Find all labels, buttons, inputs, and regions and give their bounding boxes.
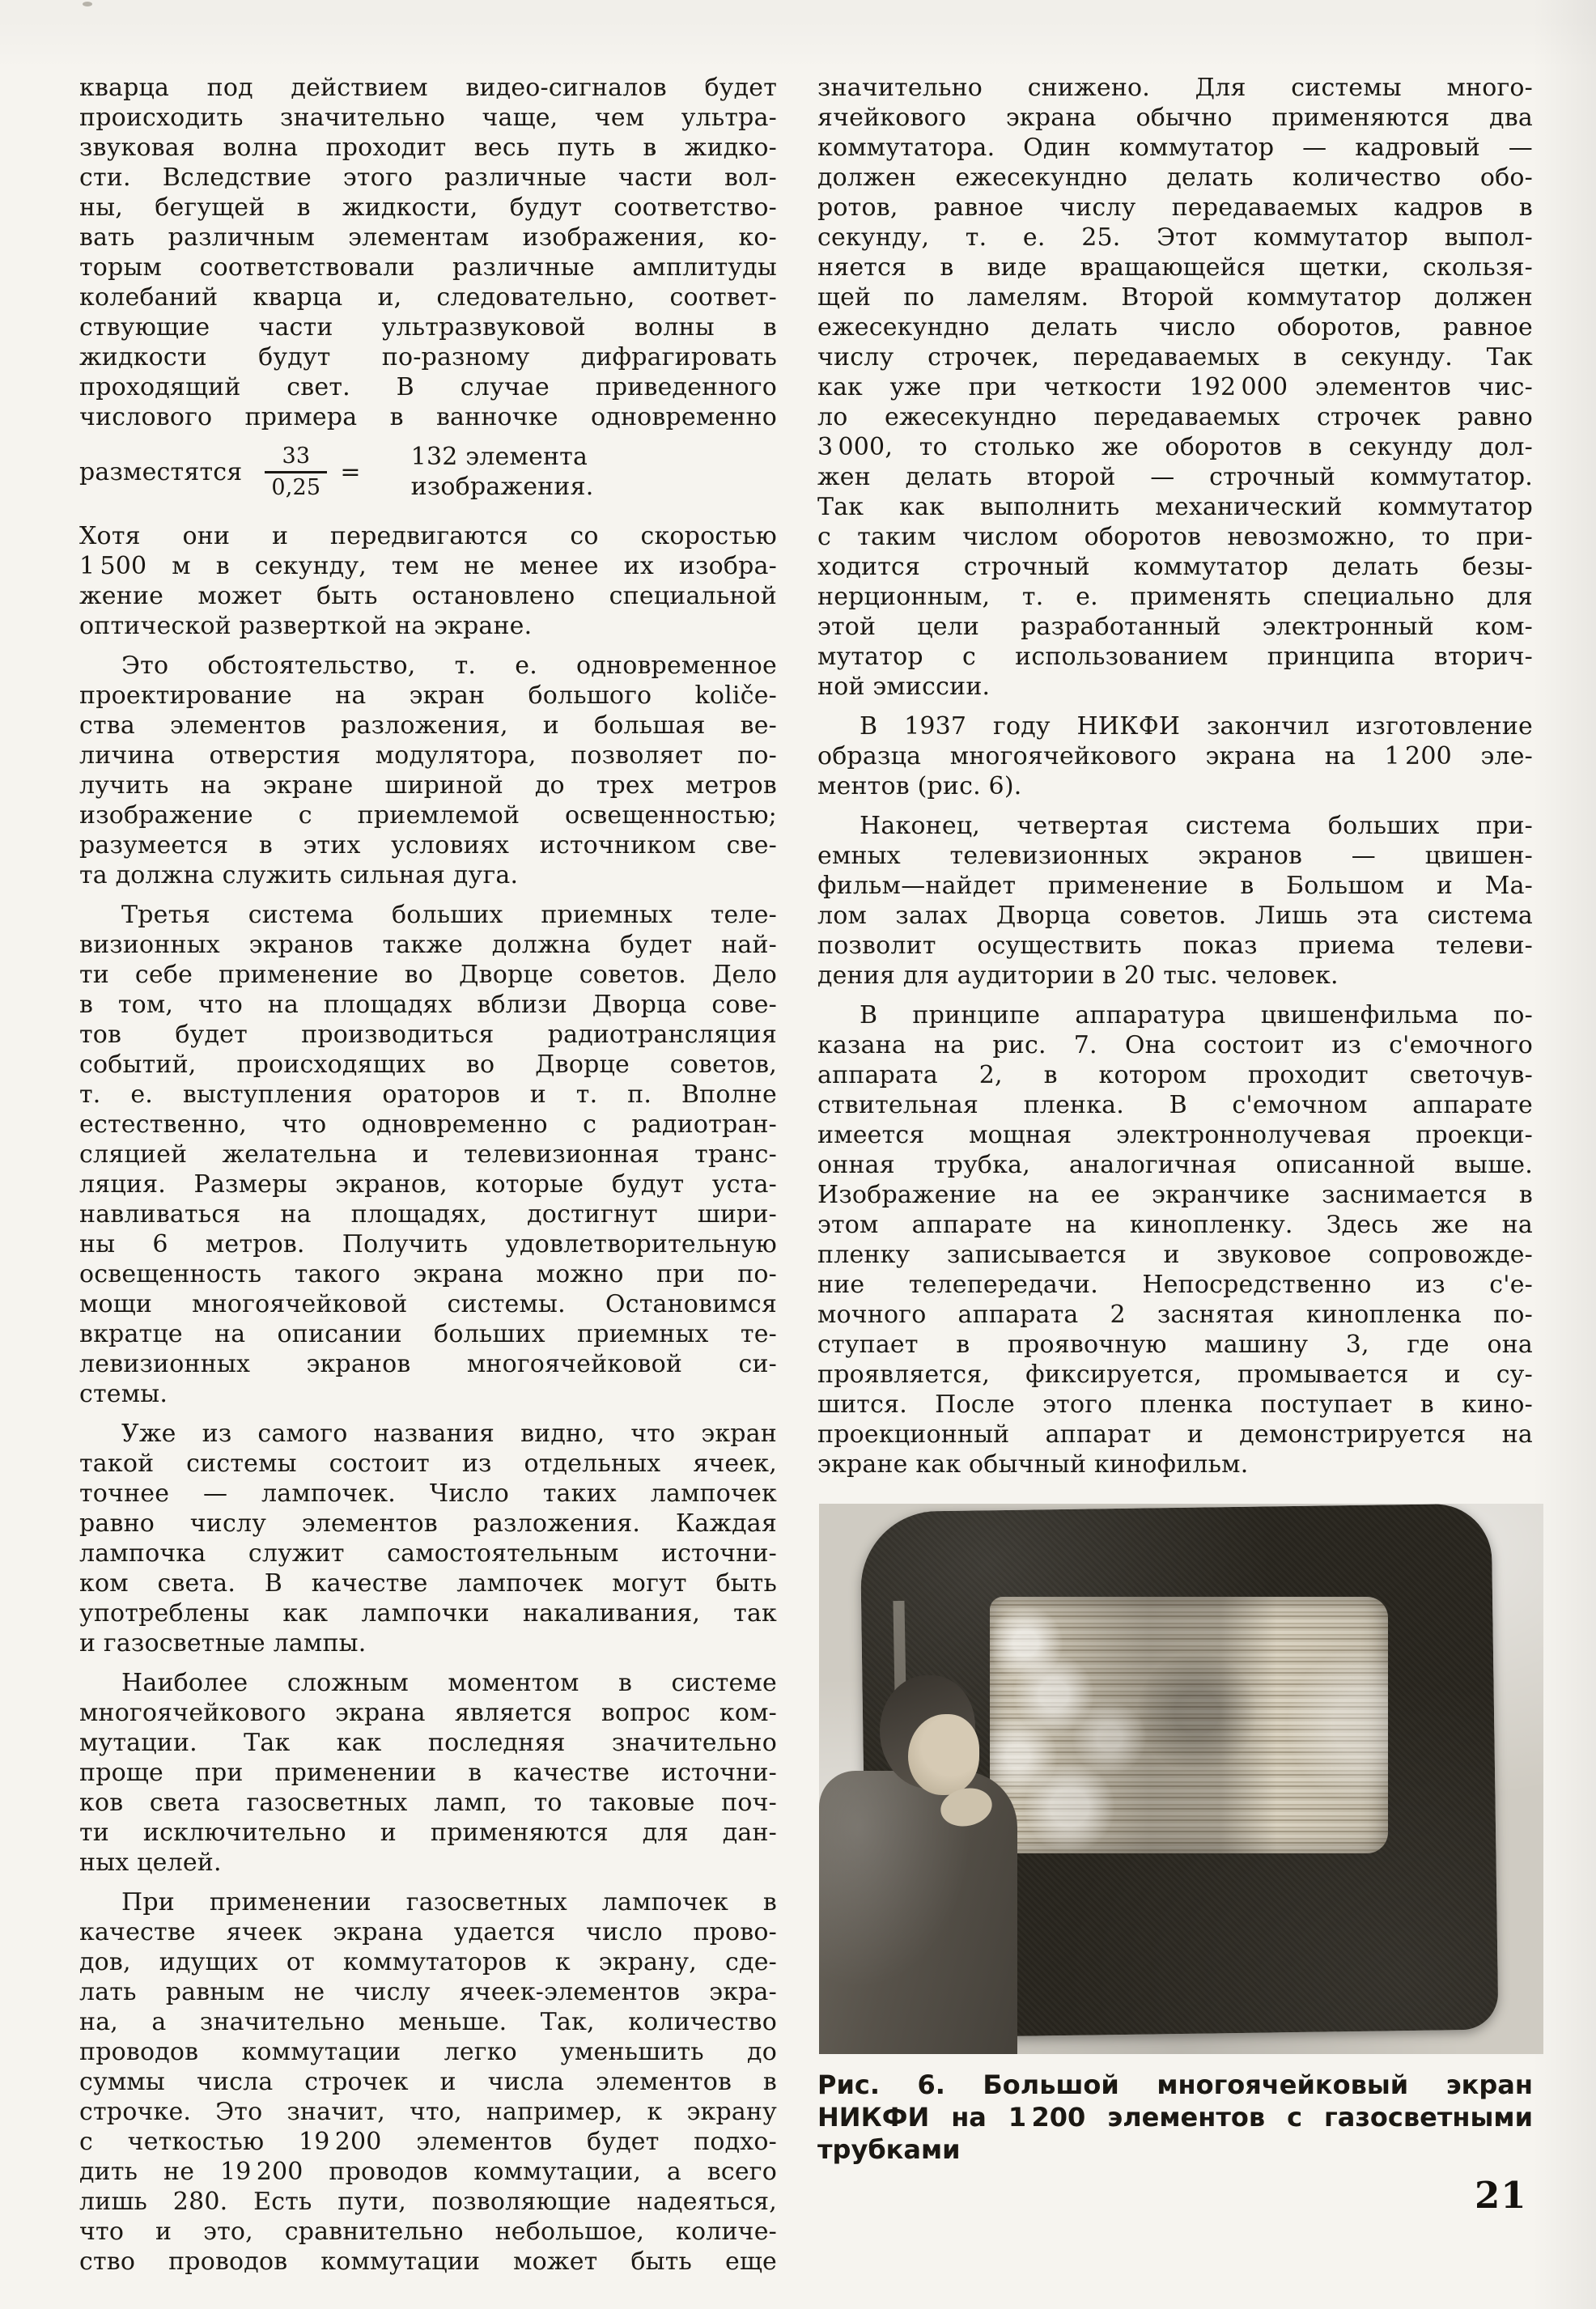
text-line: жение может быть остановлено специальной (79, 582, 777, 610)
text-line: ячейкового экрана обычно применяются два (817, 104, 1533, 132)
text-line: визионных экранов также должна будет най- (79, 931, 777, 959)
text-line: такой системы состоит из отдельных ячеек, (79, 1449, 777, 1478)
text-line: ти исключительно и применяются для дан- (79, 1819, 777, 1847)
text-line: ляция. Размеры экранов, которые будут уста- (79, 1170, 777, 1199)
paragraph (79, 651, 777, 890)
text-line: шится. После этого пленка поступает в кино- (817, 1390, 1533, 1419)
paragraph (817, 811, 1533, 991)
text-line: Хотя они и передвигаются со скоростью (79, 522, 777, 550)
text-line: употреблены как лампочки накаливания, так (79, 1599, 777, 1628)
equals-sign: = (340, 457, 361, 486)
text-line: нерционным, т. е. применять специально для (817, 583, 1533, 611)
text-line: ной эмиссии. (817, 673, 991, 701)
text-line: ком света. В качестве лампочек могут быть (79, 1569, 777, 1598)
text-line: дить не 19 200 проводов коммутации, а всего (79, 2158, 777, 2186)
text-line: 3 000, то столько же оборотов в секунду дол- (817, 433, 1533, 461)
text-line: мощи многоячейковой системы. Остановимся (79, 1290, 777, 1318)
left-column (79, 73, 777, 2277)
text-line: сти. Вследствие этого различные части вол- (79, 163, 777, 192)
text-line: на, а значительно меньше. Так, количество (79, 2008, 777, 2036)
text-line: онная трубка, аналогичная описанной выше. (817, 1151, 1533, 1179)
fraction (265, 444, 327, 500)
text-line: колебаний кварца и, следовательно, соответ- (79, 283, 777, 312)
text-line: Так как выполнить механический коммутатор (817, 493, 1533, 521)
right-column (817, 73, 1533, 1479)
text-line: в том, что на площадях вблизи Дворца сове- (79, 991, 777, 1019)
text-line: числу строчек, передаваемых в секунду. Так (817, 343, 1533, 371)
text-line: В принципе аппаратура цвишенфильма по- (860, 1001, 1533, 1029)
text-line: навливаться на площадях, достигнут шири- (79, 1200, 777, 1229)
text-line: пленку записывается и звуковое сопровожде- (817, 1241, 1533, 1269)
text-line: дения для аудитории в 20 тыс. человек. (817, 961, 1339, 990)
text-line: мутации. Так как последняя значительно (79, 1729, 777, 1757)
text-line: ступает в проявочную машину 3, где она (817, 1331, 1533, 1359)
scan-artifact (83, 2, 92, 6)
paragraph (817, 1000, 1533, 1479)
text-line: ежесекундно делать число оборотов, равное (817, 313, 1533, 342)
formula-text-after: 132 элемента изображения. (410, 443, 594, 501)
multicell-screen (990, 1597, 1388, 1853)
paragraph (817, 711, 1533, 801)
text-line: вкратце на описании больших приемных те- (79, 1320, 777, 1348)
text-line: ства элементов разложения, и большая ве- (79, 711, 777, 740)
text-line: проще при применении в качестве источни- (79, 1759, 777, 1787)
text-line: разумеется в этих условиях источником све- (79, 831, 777, 860)
text-line: качестве ячеек экрана удается число прово- (79, 1918, 777, 1946)
text-line: Изображение на ее экранчике заснимается в (817, 1181, 1533, 1209)
text-line: образца многоячейкового экрана на 1 200 эле- (817, 742, 1533, 770)
text-line: равно числу элементов разложения. Каждая (79, 1509, 777, 1538)
text-line: В 1937 году НИКФИ закончил изготовление (860, 712, 1533, 741)
text-line: т. е. выступления ораторов и т. п. Вполне (79, 1080, 777, 1109)
text-line: няется в виде вращающейся щетки, скользя- (817, 253, 1533, 282)
text-line: с четкостью 19 200 элементов будет подхо- (79, 2128, 777, 2156)
text-line: та должна служить сильная дуга. (79, 861, 519, 889)
text-line: дов, идущих от коммутаторов к экрану, сде- (79, 1948, 777, 1976)
formula-line (79, 432, 777, 511)
text-line: щей по ламелям. Второй коммутатор должен (817, 283, 1533, 312)
text-line: емных телевизионных экранов — цвишен- (817, 842, 1533, 870)
text-line: 1 500 м в секунду, тем не менее их изобра- (79, 552, 777, 580)
text-line: ние телепередачи. Непосредственно из с'е- (817, 1271, 1533, 1299)
text-line: тов будет производиться радиотрансляция (79, 1021, 777, 1049)
text-line: экране как обычный кинофильм. (817, 1450, 1249, 1479)
fraction-denominator: 0,25 (265, 471, 327, 500)
text-line: лишь 280. Есть пути, позволяющие надеяться, (79, 2188, 777, 2216)
text-line: жидкости будут по-разному дифрагировать (79, 343, 777, 371)
text-line: происходить значительно чаще, чем ультра- (79, 104, 777, 132)
paragraph (79, 1419, 777, 1658)
text-line: строчке. Это значит, что, например, к экрану (79, 2098, 777, 2126)
figure-caption (817, 2069, 1533, 2166)
text-line: оптической разверткой на экране. (79, 612, 533, 640)
text-line: значительно снижено. Для системы много- (817, 74, 1533, 102)
text-line: секунду, т. е. 25. Этот коммутатор выпол- (817, 223, 1533, 252)
text-line: стемы. (79, 1380, 168, 1408)
text-line: ков света газосветных ламп, то таковые поч- (79, 1789, 777, 1817)
text-line: ментов (рис. 6). (817, 772, 1022, 800)
text-line: проектирование на экран большого količе- (79, 681, 777, 710)
text-line: событий, происходящих во Дворце советов, (79, 1051, 777, 1079)
text-line: ходится строчный коммутатор делать безы- (817, 553, 1533, 581)
text-line: что и это, сравнительно небольшое, количе- (79, 2218, 777, 2246)
text-line: мочного аппарата 2 заснятая кинопленка по- (817, 1301, 1533, 1329)
text-line: с таким числом оборотов невозможно, то при- (817, 523, 1533, 551)
text-line: многоячейкового экрана является вопрос ком- (79, 1699, 777, 1727)
caption-line: НИКФИ на 1 200 элементов с газосветными (817, 2102, 1533, 2133)
text-line: Наиболее сложным моментом в системе (121, 1669, 777, 1697)
text-line: вать различным элементам изображения, ко- (79, 223, 777, 252)
text-line: числового примера в ванночке одновременно (79, 403, 777, 431)
text-line: естественно, что одновременно с радиотран- (79, 1110, 777, 1139)
text-line: Наконец, четвертая система больших при- (860, 812, 1533, 840)
text-line: этой цели разработанный электронный ком- (817, 613, 1533, 641)
text-line: жен делать второй — строчный коммутатор. (817, 463, 1533, 491)
text-line: звуковая волна проходит весь путь в жидко- (79, 134, 777, 162)
text-line: аппарата 2, в котором проходит светочув- (817, 1061, 1533, 1089)
text-line: левизионных экранов многоячейковой си- (79, 1350, 777, 1378)
text-line: ство проводов коммутации может быть еще (79, 2247, 777, 2276)
text-line: лучить на экране шириной до трех метров (79, 771, 777, 800)
text-line: проводов коммутации легко уменьшить до (79, 2038, 777, 2066)
viewer-face-highlight (908, 1714, 979, 1795)
text-line: как уже при четкости 192 000 элементов чис- (817, 373, 1533, 401)
text-line: лать равным не числу ячеек-элементов экра- (79, 1978, 777, 2006)
paragraph (79, 521, 777, 641)
text-line: проекционный аппарат и демонстрируется на (817, 1420, 1533, 1449)
text-line: Это обстоятельство, т. е. одновременное (121, 652, 777, 680)
text-line: ротов, равное числу передаваемых кадров в (817, 193, 1533, 222)
caption-line: трубками (817, 2134, 961, 2165)
text-line: освещенность такого экрана можно при по- (79, 1260, 777, 1288)
text-line: ло ежесекундно передаваемых строчек равно (817, 403, 1533, 431)
text-line: ны, бегущей в жидкости, будут соответство- (79, 193, 777, 222)
text-line: Третья система больших приемных теле- (121, 901, 777, 929)
text-line: лампочка служит самостоятельным источни- (79, 1539, 777, 1568)
text-line: ти себе применение во Дворце советов. Дело (79, 961, 777, 989)
caption-line: Рис. 6. Большой многоячейковый экран (817, 2069, 1533, 2100)
text-line: ствующие части ультразвуковой волны в (79, 313, 777, 342)
figure-photo (819, 1504, 1543, 2054)
text-line: суммы числа строчек и числа элементов в (79, 2068, 777, 2096)
paragraph (817, 73, 1533, 702)
text-line: фильм—найдет применение в Большом и Ма- (817, 872, 1533, 900)
text-line: и газосветные лампы. (79, 1629, 367, 1657)
paragraph (79, 1887, 777, 2277)
paragraph (79, 900, 777, 1409)
text-line: точнее — лампочек. Число таких лампочек (79, 1479, 777, 1508)
text-line: коммутатора. Один коммутатор — кадровый — (817, 134, 1533, 162)
text-line: изображение с приемлемой освещенностью; (79, 801, 777, 830)
text-line: Уже из самого названия видно, что экран (121, 1420, 777, 1448)
text-line: казана на рис. 7. Она состоит из с'емочного (817, 1031, 1533, 1059)
paragraph (79, 73, 777, 511)
text-line: ны 6 метров. Получить удовлетворительную (79, 1230, 777, 1258)
text-line: должен ежесекундно делать количество обо- (817, 163, 1533, 192)
paragraph (79, 1668, 777, 1878)
page-number: 21 (1475, 2174, 1527, 2217)
text-line: проходящий свет. В случае приведенного (79, 373, 777, 401)
text-line: проявляется, фиксируется, промывается и су- (817, 1360, 1533, 1389)
text-line: лом залах Дворца советов. Лишь эта система (817, 902, 1533, 930)
text-line: сляцией желательна и телевизионная транс- (79, 1140, 777, 1169)
formula-text-before: разместятся (79, 457, 243, 486)
text-line: этом аппарате на кинопленку. Здесь же на (817, 1211, 1533, 1239)
text-line: торым соответствовали различные амплитуды (79, 253, 777, 282)
text-line: При применении газосветных лампочек в (121, 1888, 777, 1916)
text-line: кварца под действием видео-сигналов будет (79, 74, 777, 102)
text-line: мутатор с использованием принципа вторич- (817, 643, 1533, 671)
text-line: личина отверстия модулятора, позволяет по- (79, 741, 777, 770)
text-line: позволит осуществить показ приема телеви- (817, 932, 1533, 960)
fraction-numerator: 33 (282, 443, 311, 469)
text-line: ных целей. (79, 1848, 222, 1877)
text-line: ствительная пленка. В с'емочном аппарате (817, 1091, 1533, 1119)
text-line: имеется мощная электроннолучевая проекци- (817, 1121, 1533, 1149)
